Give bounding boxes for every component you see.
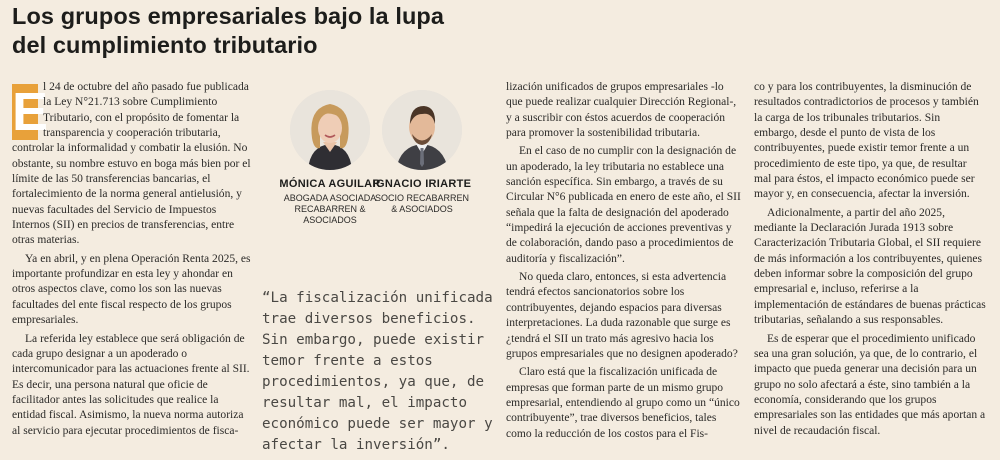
paragraph-2: Ya en abril, y en plena Operación Renta 2025, es importante profundizar en esta ley y ahondar en otros aspectos clave, como los son las nuevas facultades del ente fiscal respecto de los grupos empresariales. <box>12 252 251 327</box>
paragraph-10: Es de esperar que el procedimiento unificado sea una gran solución, ya que, de lo contrario, el impacto que pueda generar una decisión para un grupo no solo afectará a éste, sino también a la economía, considerando que los grupos empresariales son las entidades que más aportan a nivel de recaudación fiscal. <box>754 332 986 437</box>
paragraph-1-text: l 24 de octubre del año pasado fue publicada la Ley N°21.713 sobre Cumplimiento Tributario, con el propósito de fomentar la transparencia y cooperación tributaria, controlar la informalidad y combatir la elusión. No obstante, su nombre estuvo en boga más bien por el límite de las 50 transferencias bancarias, el fortalecimiento de la norma general antielusión, y nuevas facultades del Servicio de Impuestos Internos (SII) en precios de transferencias, entre otras materias. <box>12 81 251 247</box>
dropcap: E <box>12 82 49 142</box>
article-column-2 <box>506 80 742 445</box>
paragraph-9: Adicionalmente, a partir del año 2025, mediante la Declaración Jurada 1913 sobre Caracterización Tributaria Global, el SII requiere de más información a los contribuyentes, quienes deben informar sobre la composición del grupo empresarial e, incluso, referirse a la implementación de estándares de buenas prácticas tributarias, señalando a sus responsables. <box>754 206 986 327</box>
paragraph-6: No queda claro, entonces, si esta advertencia tendrá efectos sancionatorios sobre los contribuyentes, dejando espacios para diversas interpretaciones. La duda razonable que surge es ¿tendrá el SII un trato más agresivo hacia los grupos empresariales que no designen apoderado? <box>506 271 738 360</box>
paragraph-4: lización unificados de grupos empresariales -lo que puede realizar cualquier Dirección Regional-, y a suscribir con éstos acuerdos de cooperación para promover la sostenibilidad tributaria. <box>506 81 737 140</box>
headline-line-2: del cumplimiento tributario <box>12 32 318 58</box>
paragraph-1 <box>12 80 254 249</box>
author-name: MÓNICA AGUILAR <box>279 178 381 190</box>
author-photo-man <box>382 90 462 170</box>
paragraph-3: La referida ley establece que será obligación de cada grupo designar a un apoderado o intercomunicador para las actuaciones frente al SII. Es decir, una persona natural que oficie de facilitador antes las solicitudes que realice la entidad fiscal. Asimismo, la nueva norma autoriza al servicio para ejecutar procedimientos de fisca- <box>12 332 250 437</box>
article-column-1 <box>12 80 254 442</box>
author-role: ABOGADA ASOCIADA RECABARREN & ASOCIADOS <box>283 193 377 225</box>
pull-quote: “La fiscalización unificada trae diversos beneficios. Sin embargo, puede existir temor frente a estos procedimientos, ya que, de resultar mal, el impacto económico puede ser mayor y afectar la inversión”. <box>262 290 493 453</box>
author-photo-woman <box>290 90 370 170</box>
paragraph-8: co y para los contribuyentes, la disminución de resultados contradictorios de procesos y también la carga de los tribunales tributarios. Sin embargo, desde el punto de vista de los contribuyentes, puede existir temor frente a un procedimiento de este tipo, ya que, de resultar mal para éstos, el impacto económico puede ser mayor y, en consecuencia, afectar la inversión. <box>754 81 979 201</box>
author-profile-ignacio <box>362 90 482 215</box>
headline <box>12 2 572 60</box>
paragraph-7: Claro está que la fiscalización unificada de empresas que forman parte de un mismo grupo empresarial, entendiendo al grupo como un “único contribuyente”, trae diversos beneficios, tales como la reducción de los costos para el Fis- <box>506 366 740 440</box>
headline-line-1: Los grupos empresariales bajo la lupa <box>12 3 445 29</box>
paragraph-5: En el caso de no cumplir con la designación de un apoderado, la ley tributaria no establece una sanción específica. Sin embargo, a través de su Circular N°6 publicada en enero de este año, el SII señala que la falta de designación del apoderado “impedirá la ejecución de acciones preventivas y de colaboración, dando paso a procedimientos de auditoría y fiscalización”. <box>506 145 741 265</box>
author-role: SOCIO RECABARREN & ASOCIADOS <box>374 193 470 214</box>
article-column-3 <box>754 80 986 442</box>
author-name: IGNACIO IRIARTE <box>372 178 472 190</box>
